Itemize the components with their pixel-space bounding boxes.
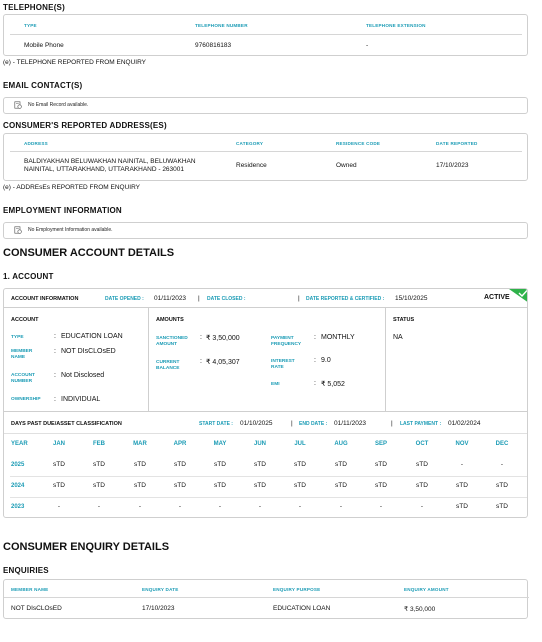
row-divider [10,497,528,498]
dpd-cell: sTD [214,482,226,489]
dpd-cell: sTD [375,482,387,489]
dpd-cell: - [218,503,222,510]
account-column-title: ACCOUNT [11,317,39,323]
last-payment-label: LAST PAYMENT : [400,421,442,427]
document-icon [14,226,22,234]
account-number-label: ACCOUNT NUMBER [11,373,35,384]
dpd-cell: sTD [254,482,266,489]
employment-box [3,222,528,239]
address-residence-code: Owned [336,162,357,169]
date-reported-certified-value: 15/10/2025 [395,295,428,302]
status-value: NA [393,334,403,341]
address-section-title: CONSUMER'S REPORTED ADDRESS(ES) [3,121,167,130]
header-separator: | [298,295,300,302]
colon: : [54,396,56,403]
status-column-title: STATUS [393,317,415,323]
month-jan-header: JAN [52,441,65,447]
account-type-value: EDUCATION LOAN [61,333,123,340]
end-date-label: END DATE : [299,421,328,427]
dpd-cell: - [379,503,383,510]
telephone-table [3,14,528,56]
email-box [3,97,528,114]
dpd-cell: - [339,503,343,510]
month-jun-header: JUN [253,441,266,447]
member-name-value: NOT DIsCLOsED [61,348,116,355]
dpd-cell: sTD [335,482,347,489]
check-icon [509,289,528,303]
address-date-reported: 17/10/2023 [436,162,469,169]
dpd-cell: sTD [496,503,508,510]
emi-value: ₹ 5,052 [321,381,345,388]
enquiry-date-value: 17/10/2023 [142,605,175,612]
payment-frequency-label: PAYMENT FREQUENCY [271,336,302,347]
address-header: ADDRESS [24,141,48,146]
month-dec-header: DEC [495,441,509,447]
month-nov-header: NOV [455,441,469,447]
colon: : [200,358,202,365]
end-date-value: 01/11/2023 [334,420,367,427]
dpd-cell: sTD [174,482,186,489]
telephone-number-header: TELEPHONE NUMBER [195,23,248,28]
dpd-cell: sTD [53,482,65,489]
colon: : [54,372,56,379]
address-note: (e) - ADDREsEs REPORTED FROM ENQUIRY [3,184,140,191]
colon: : [314,380,316,387]
dpd-header-divider [4,433,528,434]
month-oct-header: OCT [415,441,429,447]
dpd-separator: | [291,420,293,427]
interest-rate-label: INTEREST RATE [271,359,295,370]
account-card [3,288,528,518]
colon: : [54,348,56,355]
header-separator: | [198,295,200,302]
dpd-cell: sTD [134,461,146,468]
dpd-cell: sTD [93,461,105,468]
date-reported-certified-label: DATE REPORTED & CERTIFIED : [306,296,385,302]
address-line-2: NAINITAL, UTTARAKHAND, UTTARAKHAND - 263001 [24,166,185,173]
dpd-cell: sTD [496,482,508,489]
current-balance-value: ₹ 4,05,307 [206,359,240,366]
dpd-cell: - [460,461,464,468]
colon: : [200,334,202,341]
year-header: YEAR [11,441,28,447]
ownership-label: OWNERSHIP [11,397,41,402]
enquiry-amount-header: ENQUIRY AMOUNT [404,587,449,592]
member-name-label: MEMBER NAME [11,349,33,360]
current-balance-label: CURRENT BALANCE [156,360,180,371]
amounts-column-title: AMOUNTS [156,317,184,323]
month-may-header: MAY [213,441,227,447]
address-line-1: BALDIYAKHAN BELUWAKHAN NAINITAL, BELUWAKHAN [24,158,196,165]
emi-label: EMI [271,382,280,387]
date-closed-label: DATE CLOSED : [207,296,246,302]
dpd-cell: sTD [294,482,306,489]
dpd-cell: sTD [416,482,428,489]
account-header-divider [4,307,528,308]
month-apr-header: APR [173,441,187,447]
dpd-cell: sTD [93,482,105,489]
enquiry-member-header: MEMBER NAME [11,587,49,592]
telephone-header-divider [10,34,522,35]
row-divider [10,476,528,477]
enquiries-subtitle: ENQUIRIES [3,566,49,575]
residence-code-header: RESIDENCE CODE [336,141,381,146]
date-opened-value: 01/11/2023 [154,295,187,302]
enquiry-header-divider [4,597,529,598]
telephone-type: Mobile Phone [24,42,64,49]
dpd-cell: sTD [375,461,387,468]
active-status-badge: ACTIVE [484,294,510,301]
account-details-title: CONSUMER ACCOUNT DETAILS [3,247,175,259]
dpd-cell: sTD [134,482,146,489]
year-2024: 2024 [11,483,25,489]
dpd-cell: sTD [174,461,186,468]
enquiry-amount-value: ₹ 3,50,000 [404,606,436,613]
colon: : [314,334,316,341]
date-opened-label: DATE OPENED : [105,296,144,302]
dpd-divider [4,411,528,412]
account-information-label: ACCOUNT INFORMATION [11,296,79,302]
colon: : [314,357,316,364]
dpd-cell: - [97,503,101,510]
dpd-cell: - [57,503,61,510]
dpd-separator: | [391,420,393,427]
month-jul-header: JUL [294,441,306,447]
month-mar-header: MAR [133,441,147,447]
colon: : [54,333,56,340]
telephone-section-title: TELEPHONE(S) [3,3,65,12]
enquiry-details-title: CONSUMER ENQUIRY DETAILS [3,541,170,553]
address-category: Residence [236,162,267,169]
dpd-cell: sTD [294,461,306,468]
month-sep-header: SEP [374,441,387,447]
dpd-cell: sTD [416,461,428,468]
telephone-type-header: TYPE [24,23,37,28]
enquiry-table [3,579,528,619]
month-aug-header: AUG [334,441,348,447]
dpd-cell: - [500,461,504,468]
email-section-title: EMAIL CONTACT(S) [3,81,83,90]
category-header: CATEGORY [236,141,264,146]
dpd-cell: sTD [254,461,266,468]
month-feb-header: FEB [93,441,105,447]
enquiry-member-value: NOT DIsCLOsED [11,605,62,612]
start-date-label: START DATE : [199,421,233,427]
dpd-cell: sTD [214,461,226,468]
dpd-cell: sTD [53,461,65,468]
dpd-title: DAYS PAST DUE/ASSET CLASSIFICATION [11,421,122,427]
date-reported-header: DATE REPORTED [436,141,478,146]
email-empty-text: No Email Record available. [28,102,89,108]
enquiry-purpose-header: ENQUIRY PURPOSE [273,587,321,592]
account-number-value: Not Disclosed [61,372,105,379]
employment-section-title: EMPLOYMENT INFORMATION [3,206,122,215]
enquiry-purpose-value: EDUCATION LOAN [273,605,331,612]
year-2025: 2025 [11,462,25,468]
document-icon [14,101,22,109]
telephone-number: 9760816183 [195,42,232,49]
column-divider [385,307,386,411]
dpd-cell: sTD [335,461,347,468]
dpd-cell: sTD [456,482,468,489]
telephone-extension-header: TELEPHONE EXTENSION [366,23,426,28]
interest-rate-value: 9.0 [321,357,331,364]
dpd-cell: - [138,503,142,510]
dpd-cell: - [178,503,182,510]
address-table [3,133,528,181]
dpd-cell: sTD [456,503,468,510]
enquiry-date-header: ENQUIRY DATE [142,587,179,592]
dpd-cell: - [298,503,302,510]
employment-empty-text: No Employment Information available. [28,227,113,233]
sanctioned-amount-label: SANCTIONED AMOUNT [156,336,188,347]
telephone-extension: - [366,42,369,49]
sanctioned-amount-value: ₹ 3,50,000 [206,335,240,342]
telephone-note: (e) - TELEPHONE REPORTED FROM ENQUIRY [3,59,147,66]
column-divider [148,307,149,411]
dpd-cell: - [258,503,262,510]
account-number-title: 1. ACCOUNT [3,272,54,281]
last-payment-value: 01/02/2024 [448,420,481,427]
payment-frequency-value: MONTHLY [321,334,355,341]
ownership-value: INDIVIDUAL [61,396,101,403]
start-date-value: 01/10/2025 [240,420,273,427]
dpd-cell: - [420,503,424,510]
address-header-divider [10,151,522,152]
year-2023: 2023 [11,504,25,510]
type-label: TYPE [11,335,24,340]
